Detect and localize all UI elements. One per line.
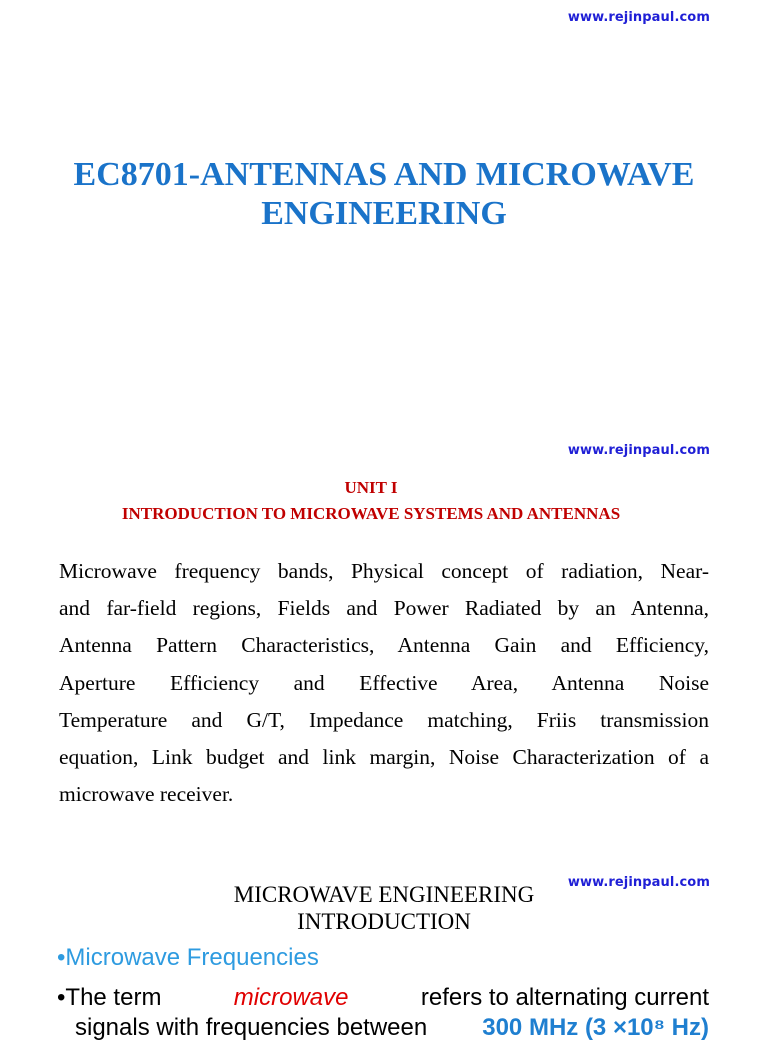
section-title-line2: INTRODUCTION (297, 909, 471, 934)
bullet-text-suffix: refers to alternating current (420, 984, 709, 1011)
continuation-text: signals with frequencies between (75, 1014, 428, 1041)
syllabus-line: microwave receiver. (59, 782, 234, 807)
course-title-line1: EC8701-ANTENNAS AND MICROWAVE (73, 156, 695, 193)
bullet-continuation (75, 1014, 709, 1042)
slide-2 (0, 434, 768, 836)
emphasis-microwave: microwave (233, 984, 349, 1011)
watermark[interactable]: www.rejinpaul.com (567, 443, 710, 458)
watermark[interactable]: www.rejinpaul.com (567, 875, 710, 890)
syllabus-line: Aperture Efficiency and Effective Area, Antenna Noise (59, 670, 709, 695)
unit-label: UNIT I (344, 478, 398, 497)
unit-title: INTRODUCTION TO MICROWAVE SYSTEMS AND ANTENNAS (121, 504, 621, 523)
bullet-term-definition (57, 984, 709, 1012)
syllabus-line: Antenna Pattern Characteristics, Antenna Gain and Efficiency, (59, 633, 709, 658)
course-title-line2: ENGINEERING (261, 195, 507, 232)
bullet-text: Microwave Frequencies (65, 944, 319, 971)
syllabus-line: equation, Link budget and link margin, Noise Characterization of a (59, 745, 709, 770)
syllabus-line: Temperature and G/T, Impedance matching, Friis transmission (59, 707, 709, 732)
syllabus-paragraph (59, 553, 709, 813)
slide-3 (0, 866, 768, 1041)
bullet-icon: •The term (57, 984, 162, 1011)
bullet-text-prefix: The term (65, 984, 162, 1011)
bullet-icon: • (57, 944, 66, 971)
slide-1 (0, 0, 768, 430)
syllabus-line: and far-field regions, Fields and Power Radiated by an Antenna, (59, 596, 709, 621)
frequency-value: 300 MHz (3 ×10⁸ Hz) (482, 1014, 709, 1041)
bullet-microwave-frequencies (57, 944, 709, 972)
watermark[interactable]: www.rejinpaul.com (567, 10, 710, 25)
section-title-line1: MICROWAVE ENGINEERING (233, 882, 535, 907)
syllabus-line: Microwave frequency bands, Physical concept of radiation, Near- (59, 559, 709, 583)
